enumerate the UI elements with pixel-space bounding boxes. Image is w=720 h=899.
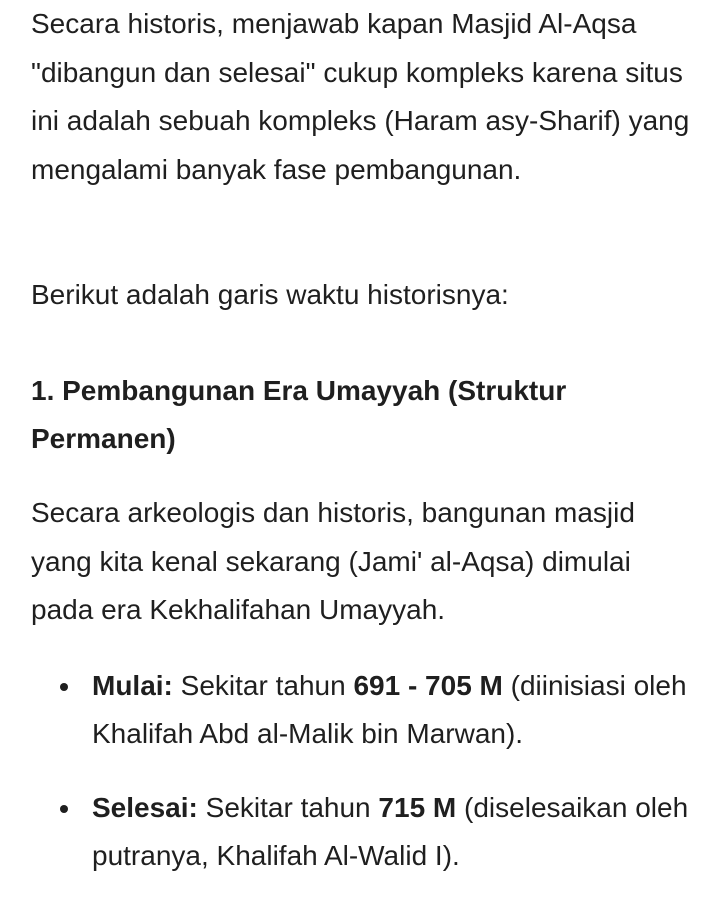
bullet-start-pre: Sekitar tahun [172,670,354,701]
bullet-dot-icon [60,805,68,813]
bullet-start-label: Mulai: [92,670,173,701]
bullet-start-post: (diinisiasi oleh Khalifah Abd al-Malik bin Marwan). [92,670,687,749]
bullet-finish-year: 715 M [378,792,457,823]
bullet-finish-post: (diselesaikan oleh putranya, Khalifah Al-Walid I). [92,792,689,871]
timeline-lead: Berikut adalah garis waktu historisnya: [31,279,509,310]
bullet-finish-label: Selesai: [92,792,198,823]
bullet-start [31,662,696,758]
bullet-dot-icon [60,683,68,691]
section-body: Secara arkeologis dan historis, bangunan masjid yang kita kenal sekarang (Jami' al-Aqsa) dimulai pada era Kekhalifahan Umayyah. [31,497,635,625]
intro-paragraph: Secara historis, menjawab kapan Masjid Al-Aqsa "dibangun dan selesai" cukup kompleks karena situs ini adalah sebuah kompleks (Haram asy-Sharif) yang mengalami banyak fase pembangunan. [31,8,690,185]
bullet-finish-pre: Sekitar tahun [197,792,379,823]
bullet-start-years: 691 - 705 M [353,670,503,701]
timeline-bullet-list [31,662,696,880]
section-heading: 1. Pembangunan Era Umayyah (Struktur Permanen) [31,375,567,454]
bullet-finish [31,784,696,880]
